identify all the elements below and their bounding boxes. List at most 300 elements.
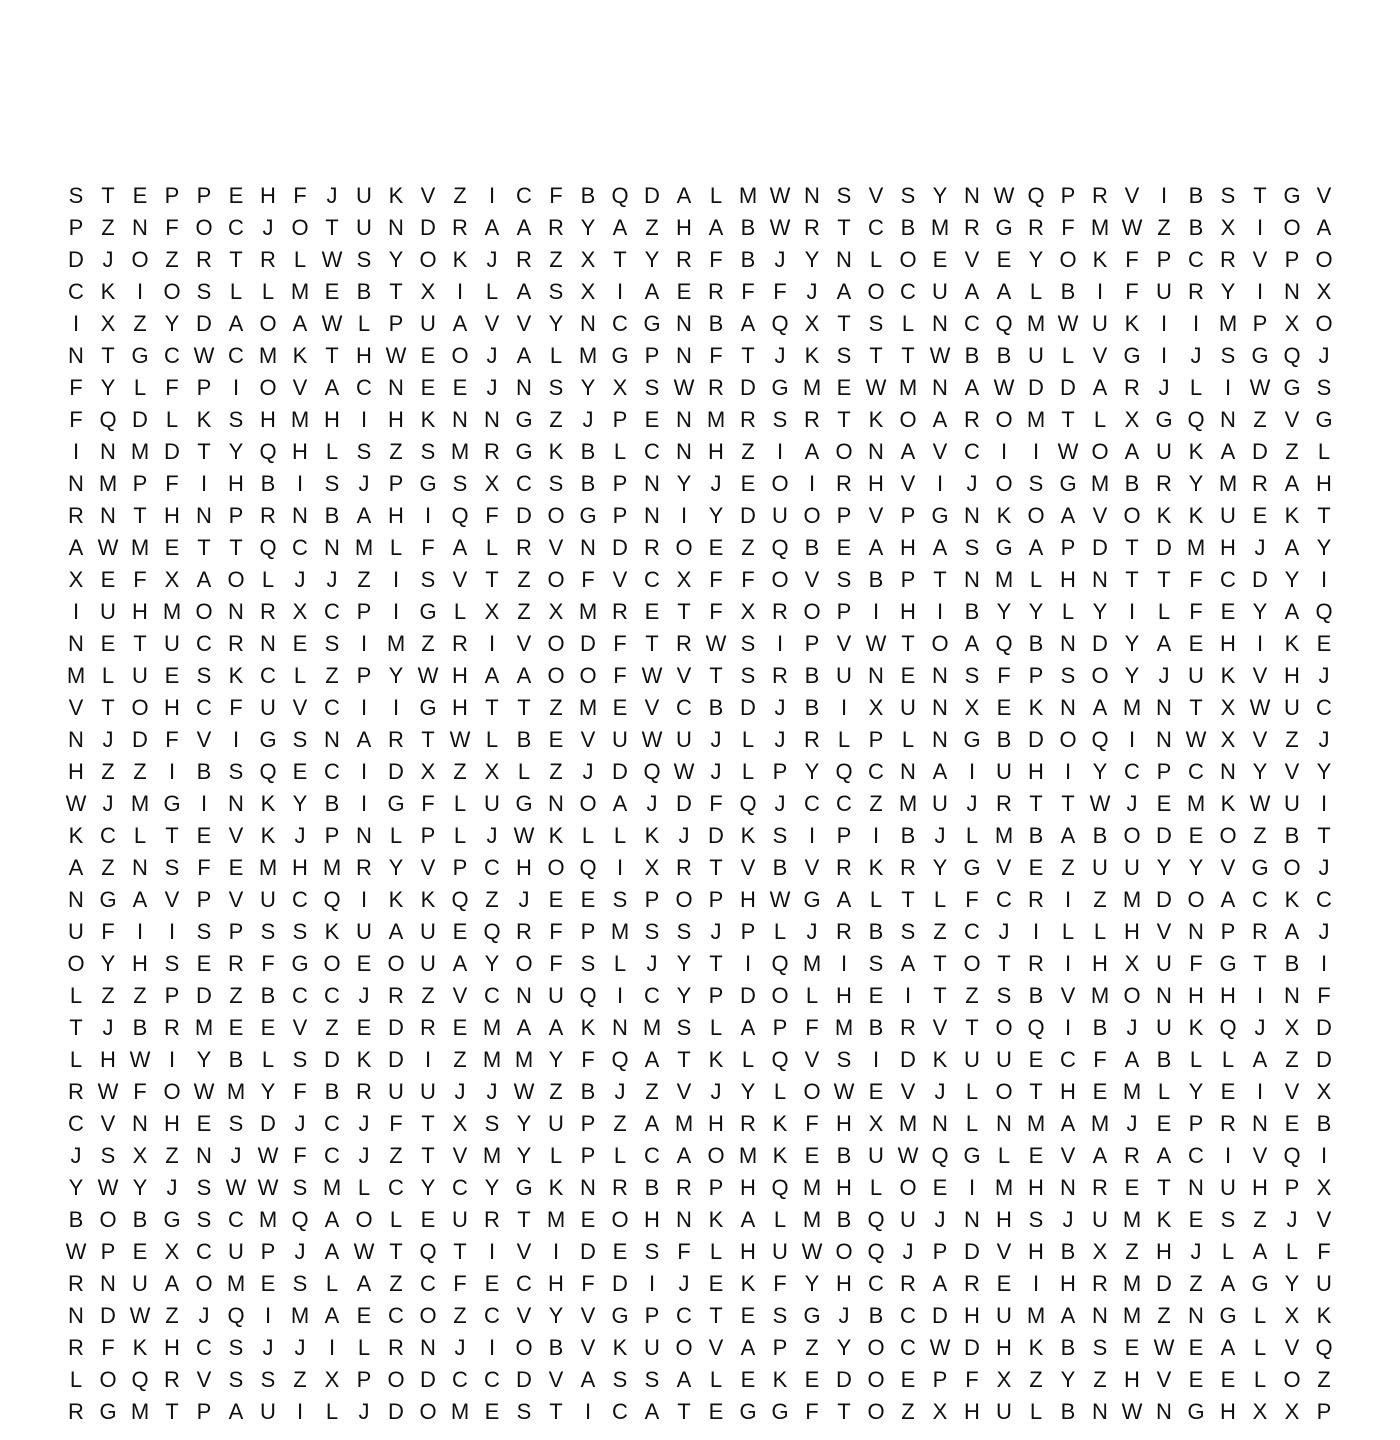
letter-cell[interactable]: N [68, 471, 84, 496]
letter-cell[interactable]: J [486, 823, 498, 848]
letter-cell[interactable]: U [996, 1303, 1012, 1328]
letter-cell[interactable]: E [1028, 1047, 1044, 1072]
letter-cell[interactable]: V [1316, 183, 1332, 208]
letter-cell[interactable]: G [611, 343, 629, 368]
letter-cell[interactable]: J [646, 791, 658, 816]
letter-cell[interactable]: M [322, 855, 342, 880]
letter-cell[interactable]: A [68, 855, 84, 880]
letter-cell[interactable]: N [836, 247, 852, 272]
letter-cell[interactable]: I [1064, 759, 1072, 784]
letter-cell[interactable]: A [900, 951, 916, 976]
letter-cell[interactable]: P [1156, 759, 1172, 784]
letter-cell[interactable]: X [1124, 407, 1140, 432]
letter-cell[interactable]: C [964, 311, 980, 336]
letter-cell[interactable]: B [1188, 183, 1204, 208]
letter-cell[interactable]: J [678, 823, 690, 848]
letter-cell[interactable]: T [1157, 567, 1171, 592]
letter-cell[interactable]: Q [867, 1239, 885, 1264]
letter-cell[interactable]: U [868, 1143, 884, 1168]
letter-cell[interactable]: F [613, 663, 627, 688]
letter-cell[interactable]: M [258, 1207, 278, 1232]
letter-cell[interactable]: E [292, 631, 308, 656]
letter-cell[interactable]: V [516, 631, 532, 656]
letter-cell[interactable]: G [259, 727, 277, 752]
letter-cell[interactable]: U [420, 919, 436, 944]
letter-cell[interactable]: X [644, 855, 660, 880]
letter-cell[interactable]: V [1252, 727, 1268, 752]
letter-cell[interactable]: J [1318, 727, 1330, 752]
letter-cell[interactable]: E [932, 247, 948, 272]
letter-cell[interactable]: Z [101, 759, 115, 784]
letter-cell[interactable]: B [196, 759, 212, 784]
letter-cell[interactable]: A [164, 1271, 180, 1296]
letter-cell[interactable]: E [132, 183, 148, 208]
letter-cell[interactable]: G [515, 407, 533, 432]
letter-cell[interactable]: V [1316, 1207, 1332, 1232]
letter-cell[interactable]: F [69, 375, 83, 400]
letter-cell[interactable]: H [964, 1399, 980, 1424]
letter-cell[interactable]: W [193, 1079, 215, 1104]
letter-cell[interactable]: L [453, 791, 467, 816]
letter-cell[interactable]: Y [548, 311, 564, 336]
letter-cell[interactable]: S [644, 375, 660, 400]
letter-cell[interactable]: L [485, 279, 499, 304]
letter-cell[interactable]: I [488, 183, 496, 208]
letter-cell[interactable]: S [1028, 471, 1044, 496]
letter-cell[interactable]: L [581, 823, 595, 848]
letter-cell[interactable]: H [1028, 759, 1044, 784]
letter-cell[interactable]: D [740, 503, 756, 528]
letter-cell[interactable]: K [228, 663, 244, 688]
letter-cell[interactable]: B [996, 727, 1012, 752]
letter-cell[interactable]: O [291, 215, 309, 240]
letter-cell[interactable]: N [68, 631, 84, 656]
letter-cell[interactable]: V [1284, 1079, 1300, 1104]
letter-cell[interactable]: V [804, 567, 820, 592]
letter-cell[interactable]: M [802, 375, 822, 400]
letter-cell[interactable]: W [1057, 439, 1079, 464]
letter-cell[interactable]: H [996, 1335, 1012, 1360]
letter-cell[interactable]: B [868, 1015, 884, 1040]
letter-cell[interactable]: S [868, 311, 884, 336]
letter-cell[interactable]: W [353, 1239, 375, 1264]
letter-cell[interactable]: M [450, 439, 470, 464]
letter-cell[interactable]: V [548, 1367, 564, 1392]
letter-cell[interactable]: U [676, 727, 692, 752]
letter-cell[interactable]: E [420, 1207, 436, 1232]
letter-cell[interactable]: I [552, 1239, 560, 1264]
letter-cell[interactable]: M [1122, 1303, 1142, 1328]
letter-cell[interactable]: O [899, 1175, 917, 1200]
letter-cell[interactable]: Y [100, 375, 116, 400]
letter-cell[interactable]: V [292, 695, 308, 720]
letter-cell[interactable]: W [257, 1143, 279, 1168]
letter-cell[interactable]: O [259, 311, 277, 336]
letter-cell[interactable]: F [709, 247, 723, 272]
letter-cell[interactable]: C [836, 791, 852, 816]
letter-cell[interactable]: P [772, 1335, 788, 1360]
letter-cell[interactable]: J [1158, 375, 1170, 400]
letter-cell[interactable]: I [1320, 951, 1328, 976]
letter-cell[interactable]: M [706, 407, 726, 432]
letter-cell[interactable]: C [868, 1271, 884, 1296]
letter-cell[interactable]: J [294, 1335, 306, 1360]
letter-cell[interactable]: S [964, 663, 980, 688]
letter-cell[interactable]: G [803, 1303, 821, 1328]
letter-cell[interactable]: N [388, 375, 404, 400]
letter-cell[interactable]: V [708, 1335, 724, 1360]
letter-cell[interactable]: B [324, 503, 340, 528]
letter-cell[interactable]: B [740, 215, 756, 240]
letter-cell[interactable]: M [1186, 791, 1206, 816]
letter-cell[interactable]: H [388, 503, 404, 528]
letter-cell[interactable]: T [613, 247, 627, 272]
letter-cell[interactable]: O [675, 887, 693, 912]
letter-cell[interactable]: M [1122, 695, 1142, 720]
letter-cell[interactable]: Y [1188, 471, 1204, 496]
letter-cell[interactable]: N [964, 183, 980, 208]
letter-cell[interactable]: I [1000, 439, 1008, 464]
letter-cell[interactable]: A [836, 279, 852, 304]
letter-cell[interactable]: I [1192, 311, 1200, 336]
letter-cell[interactable]: X [1252, 1399, 1268, 1424]
letter-cell[interactable]: L [901, 311, 915, 336]
letter-cell[interactable]: R [1092, 183, 1108, 208]
letter-cell[interactable]: R [676, 631, 692, 656]
letter-cell[interactable]: D [388, 1015, 404, 1040]
letter-cell[interactable]: E [292, 759, 308, 784]
letter-cell[interactable]: E [644, 599, 660, 624]
letter-cell[interactable]: N [324, 727, 340, 752]
letter-cell[interactable]: U [644, 1335, 660, 1360]
letter-cell[interactable]: L [325, 439, 339, 464]
letter-cell[interactable]: C [964, 439, 980, 464]
letter-cell[interactable]: X [612, 375, 628, 400]
letter-cell[interactable]: R [708, 279, 724, 304]
letter-cell[interactable]: J [358, 1143, 370, 1168]
letter-cell[interactable]: D [932, 1303, 948, 1328]
letter-cell[interactable]: V [1252, 1143, 1268, 1168]
letter-cell[interactable]: H [1156, 1239, 1172, 1264]
letter-cell[interactable]: Z [421, 983, 435, 1008]
letter-cell[interactable]: N [292, 503, 308, 528]
letter-cell[interactable]: F [485, 503, 499, 528]
letter-cell[interactable]: B [580, 183, 596, 208]
letter-cell[interactable]: V [900, 471, 916, 496]
letter-cell[interactable]: S [612, 1367, 628, 1392]
letter-cell[interactable]: I [1320, 791, 1328, 816]
letter-cell[interactable]: Y [932, 855, 948, 880]
letter-cell[interactable]: O [163, 279, 181, 304]
letter-cell[interactable]: A [580, 1367, 596, 1392]
letter-cell[interactable]: Y [548, 1047, 564, 1072]
letter-cell[interactable]: N [196, 1143, 212, 1168]
letter-cell[interactable]: H [900, 599, 916, 624]
letter-cell[interactable]: X [68, 567, 84, 592]
letter-cell[interactable]: U [356, 919, 372, 944]
letter-cell[interactable]: L [1029, 567, 1043, 592]
letter-cell[interactable]: P [100, 1239, 116, 1264]
letter-cell[interactable]: O [387, 1367, 405, 1392]
letter-cell[interactable]: I [968, 1175, 976, 1200]
letter-cell[interactable]: A [484, 663, 500, 688]
letter-cell[interactable]: Q [611, 183, 629, 208]
letter-cell[interactable]: A [1220, 439, 1236, 464]
letter-cell[interactable]: U [260, 695, 276, 720]
letter-cell[interactable]: H [292, 855, 308, 880]
letter-cell[interactable]: P [388, 471, 404, 496]
letter-cell[interactable]: P [356, 599, 372, 624]
letter-cell[interactable]: I [1224, 1143, 1232, 1168]
letter-cell[interactable]: B [836, 1143, 852, 1168]
letter-cell[interactable]: Q [1283, 343, 1301, 368]
letter-cell[interactable]: T [101, 695, 115, 720]
letter-cell[interactable]: S [868, 951, 884, 976]
letter-cell[interactable]: R [836, 919, 852, 944]
letter-cell[interactable]: I [168, 919, 176, 944]
letter-cell[interactable]: P [356, 1367, 372, 1392]
letter-cell[interactable]: T [1125, 535, 1139, 560]
letter-cell[interactable]: R [1220, 247, 1236, 272]
letter-cell[interactable]: K [452, 247, 468, 272]
letter-cell[interactable]: U [1220, 1175, 1236, 1200]
letter-cell[interactable]: I [840, 951, 848, 976]
letter-cell[interactable]: V [1156, 919, 1172, 944]
letter-cell[interactable]: O [1123, 503, 1141, 528]
letter-cell[interactable]: B [260, 983, 276, 1008]
letter-cell[interactable]: C [68, 1111, 84, 1136]
letter-cell[interactable]: C [324, 1111, 340, 1136]
letter-cell[interactable]: V [452, 567, 468, 592]
letter-cell[interactable]: A [324, 375, 340, 400]
letter-cell[interactable]: L [357, 311, 371, 336]
letter-cell[interactable]: E [196, 823, 212, 848]
letter-cell[interactable]: A [644, 279, 660, 304]
letter-cell[interactable]: P [228, 503, 244, 528]
letter-cell[interactable]: N [68, 1303, 84, 1328]
letter-cell[interactable]: Y [1028, 247, 1044, 272]
letter-cell[interactable]: T [901, 631, 915, 656]
letter-cell[interactable]: R [260, 599, 276, 624]
letter-cell[interactable]: I [232, 375, 240, 400]
letter-cell[interactable]: G [1219, 951, 1237, 976]
letter-cell[interactable]: A [932, 535, 948, 560]
letter-cell[interactable]: J [486, 375, 498, 400]
letter-cell[interactable]: A [452, 311, 468, 336]
letter-cell[interactable]: N [932, 663, 948, 688]
letter-cell[interactable]: W [1121, 1399, 1143, 1424]
letter-cell[interactable]: E [260, 1271, 276, 1296]
letter-cell[interactable]: C [1316, 695, 1332, 720]
letter-cell[interactable]: A [740, 1335, 756, 1360]
letter-cell[interactable]: T [549, 1399, 563, 1424]
letter-cell[interactable]: E [612, 695, 628, 720]
letter-cell[interactable]: A [228, 311, 244, 336]
letter-cell[interactable]: Z [1157, 1303, 1171, 1328]
letter-cell[interactable]: L [1093, 407, 1107, 432]
letter-cell[interactable]: I [1032, 439, 1040, 464]
letter-cell[interactable]: Q [867, 1207, 885, 1232]
letter-cell[interactable]: I [616, 279, 624, 304]
letter-cell[interactable]: J [358, 1399, 370, 1424]
letter-cell[interactable]: W [641, 663, 663, 688]
letter-cell[interactable]: Y [676, 983, 692, 1008]
letter-cell[interactable]: X [676, 567, 692, 592]
letter-cell[interactable]: K [868, 407, 884, 432]
letter-cell[interactable]: Z [293, 1367, 307, 1392]
letter-cell[interactable]: C [100, 823, 116, 848]
letter-cell[interactable]: O [419, 1399, 437, 1424]
letter-cell[interactable]: W [833, 1079, 855, 1104]
letter-cell[interactable]: P [196, 183, 212, 208]
letter-cell[interactable]: N [868, 663, 884, 688]
letter-cell[interactable]: Y [228, 439, 244, 464]
letter-cell[interactable]: L [453, 599, 467, 624]
letter-cell[interactable]: M [1122, 1207, 1142, 1232]
letter-cell[interactable]: D [164, 439, 180, 464]
letter-cell[interactable]: U [1284, 791, 1300, 816]
letter-cell[interactable]: A [1220, 887, 1236, 912]
letter-cell[interactable]: Y [1092, 759, 1108, 784]
letter-cell[interactable]: N [996, 1111, 1012, 1136]
letter-cell[interactable]: P [164, 983, 180, 1008]
letter-cell[interactable]: U [1156, 279, 1172, 304]
letter-cell[interactable]: A [516, 215, 532, 240]
letter-cell[interactable]: R [1188, 279, 1204, 304]
letter-cell[interactable]: K [100, 279, 116, 304]
letter-cell[interactable]: E [740, 1367, 756, 1392]
letter-cell[interactable]: A [1156, 631, 1172, 656]
letter-cell[interactable]: M [1026, 407, 1046, 432]
letter-cell[interactable]: Y [196, 1047, 212, 1072]
letter-cell[interactable]: R [804, 407, 820, 432]
letter-cell[interactable]: B [580, 439, 596, 464]
letter-cell[interactable]: Y [1188, 1079, 1204, 1104]
letter-cell[interactable]: T [1317, 503, 1331, 528]
letter-cell[interactable]: J [326, 567, 338, 592]
letter-cell[interactable]: T [677, 1047, 691, 1072]
letter-cell[interactable]: R [516, 919, 532, 944]
letter-cell[interactable]: F [69, 407, 83, 432]
letter-cell[interactable]: G [515, 439, 533, 464]
letter-cell[interactable]: S [196, 1207, 212, 1232]
letter-cell[interactable]: A [836, 887, 852, 912]
letter-cell[interactable]: N [68, 727, 84, 752]
letter-cell[interactable]: U [932, 279, 948, 304]
letter-cell[interactable]: K [132, 1335, 148, 1360]
letter-cell[interactable]: C [324, 983, 340, 1008]
letter-cell[interactable]: R [68, 1079, 84, 1104]
letter-cell[interactable]: V [740, 855, 756, 880]
letter-cell[interactable]: C [388, 1303, 404, 1328]
letter-cell[interactable]: C [868, 215, 884, 240]
letter-cell[interactable]: K [548, 1175, 564, 1200]
letter-cell[interactable]: U [900, 695, 916, 720]
letter-cell[interactable]: F [1317, 983, 1331, 1008]
letter-cell[interactable]: B [1028, 631, 1044, 656]
letter-cell[interactable]: M [994, 567, 1014, 592]
letter-cell[interactable]: E [420, 375, 436, 400]
letter-cell[interactable]: X [164, 567, 180, 592]
letter-cell[interactable]: O [515, 1335, 533, 1360]
letter-cell[interactable]: M [482, 1047, 502, 1072]
letter-cell[interactable]: V [420, 855, 436, 880]
letter-cell[interactable]: X [1284, 1015, 1300, 1040]
letter-cell[interactable]: D [260, 1111, 276, 1136]
letter-cell[interactable]: U [132, 1271, 148, 1296]
letter-cell[interactable]: F [709, 599, 723, 624]
letter-cell[interactable]: F [1189, 951, 1203, 976]
letter-cell[interactable]: L [1253, 1335, 1267, 1360]
letter-cell[interactable]: E [836, 375, 852, 400]
letter-cell[interactable]: O [995, 471, 1013, 496]
letter-cell[interactable]: Z [133, 311, 147, 336]
letter-cell[interactable]: Y [1316, 535, 1332, 560]
letter-cell[interactable]: V [516, 1303, 532, 1328]
letter-cell[interactable]: A [452, 951, 468, 976]
letter-cell[interactable]: W [449, 727, 471, 752]
letter-cell[interactable]: S [356, 247, 372, 272]
letter-cell[interactable]: N [932, 375, 948, 400]
letter-cell[interactable]: L [1061, 343, 1075, 368]
letter-cell[interactable]: E [1092, 1079, 1108, 1104]
letter-cell[interactable]: L [869, 887, 883, 912]
letter-cell[interactable]: L [613, 951, 627, 976]
letter-cell[interactable]: A [1220, 1335, 1236, 1360]
letter-cell[interactable]: Q [1315, 599, 1333, 624]
letter-cell[interactable]: J [294, 1111, 306, 1136]
letter-cell[interactable]: G [1123, 343, 1141, 368]
letter-cell[interactable]: A [1156, 1143, 1172, 1168]
letter-cell[interactable]: P [1188, 1111, 1204, 1136]
letter-cell[interactable]: C [228, 343, 244, 368]
letter-cell[interactable]: E [228, 183, 244, 208]
letter-cell[interactable]: M [1122, 1079, 1142, 1104]
letter-cell[interactable]: F [453, 1271, 467, 1296]
letter-cell[interactable]: F [773, 279, 787, 304]
letter-cell[interactable]: R [900, 1015, 916, 1040]
letter-cell[interactable]: S [228, 759, 244, 784]
letter-cell[interactable]: T [1253, 183, 1267, 208]
letter-cell[interactable]: J [646, 951, 658, 976]
letter-cell[interactable]: G [419, 695, 437, 720]
letter-cell[interactable]: R [612, 1175, 628, 1200]
letter-cell[interactable]: N [260, 631, 276, 656]
letter-cell[interactable]: Y [804, 1271, 820, 1296]
letter-cell[interactable]: Q [451, 887, 469, 912]
letter-cell[interactable]: F [741, 567, 755, 592]
letter-cell[interactable]: P [1156, 247, 1172, 272]
letter-cell[interactable]: F [773, 1271, 787, 1296]
letter-cell[interactable]: N [676, 407, 692, 432]
letter-cell[interactable]: L [741, 1047, 755, 1072]
letter-cell[interactable]: T [133, 503, 147, 528]
letter-cell[interactable]: N [516, 375, 532, 400]
letter-cell[interactable]: E [228, 855, 244, 880]
letter-cell[interactable]: U [772, 503, 788, 528]
letter-cell[interactable]: O [547, 567, 565, 592]
letter-cell[interactable]: X [484, 471, 500, 496]
letter-cell[interactable]: E [164, 535, 180, 560]
letter-cell[interactable]: M [290, 279, 310, 304]
letter-cell[interactable]: N [548, 791, 564, 816]
letter-cell[interactable]: K [612, 1335, 628, 1360]
letter-cell[interactable]: F [197, 855, 211, 880]
letter-cell[interactable]: F [1093, 1047, 1107, 1072]
letter-cell[interactable]: A [1060, 1111, 1076, 1136]
letter-cell[interactable]: A [516, 663, 532, 688]
letter-cell[interactable]: C [1124, 759, 1140, 784]
